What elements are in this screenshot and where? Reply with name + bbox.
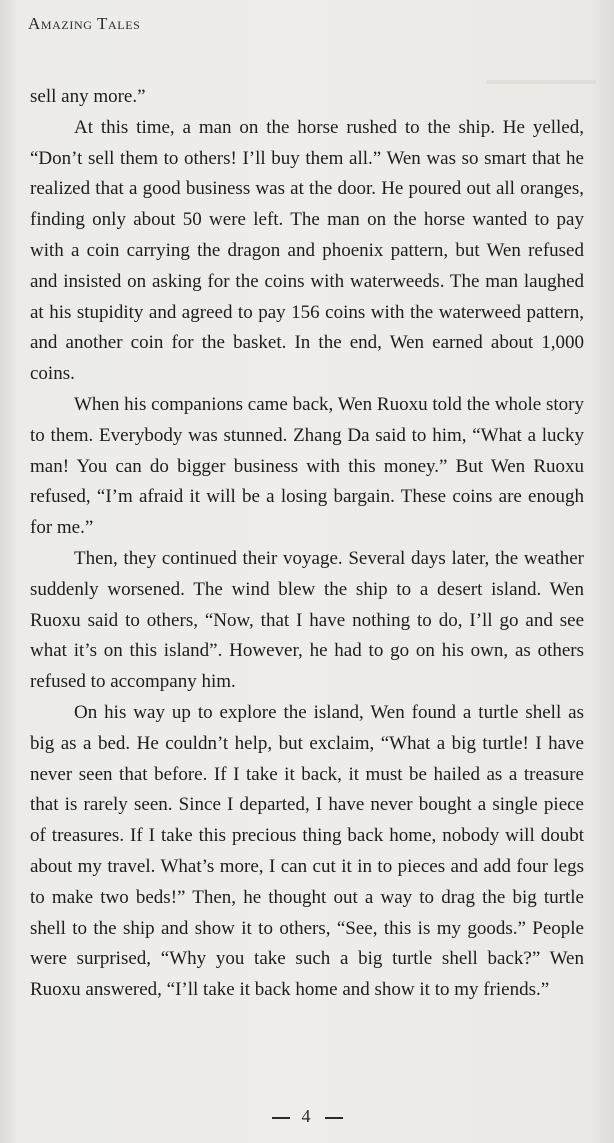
paragraph: When his companions came back, Wen Ruoxu told the whole story to them. Everybody was stunned. Zhang Da said to him, “What a lucky man! You can do bigger business with this money.” But Wen Ruoxu refused, “I’m afraid it will be a losing bargain. These coins are enough for me.” [30,393,584,539]
running-head: Amazing Tales [28,14,141,33]
body-text [30,82,584,1006]
paragraph: Then, they continued their voyage. Several days later, the weather suddenly worsened. The wind blew the ship to a desert island. Wen Ruoxu said to others, “Now, that I have nothing to do, I’ll go and see what it’s on this island”. However, he had to go on his own, as others refused to accompany him. [30,547,584,693]
page-number-footer [0,1106,614,1127]
paragraph-continued: sell any more.” [30,86,146,107]
paragraph: At this time, a man on the horse rushed to the ship. He yelled, “Don’t sell them to others! I’ll buy them all.” Wen was so smart that he realized that a good business was at the door. He poured out all oranges, finding only about 50 were left. The man on the horse wanted to pay with a coin carrying the dragon and phoenix pattern, but Wen refused and insisted on asking for the coins with waterweeds. The man laughed at his stupidity and agreed to pay 156 coins with the waterweed pattern, and another coin for the basket. In the end, Wen earned about 1,000 coins. [30,116,584,385]
folio-dash-right [325,1117,343,1119]
folio-dash-left [272,1117,290,1119]
paragraph: On his way up to explore the island, Wen found a turtle shell as big as a bed. He couldn’t help, but exclaim, “What a big turtle! I have never seen that before. If I take it back, it must be hailed as a treasure that is rarely seen. Since I departed, I have never bought a single piece of treasures. If I take this precious thing back home, nobody will doubt about my travel. What’s more, I can cut it in to pieces and add four legs to make two beds!” Then, he thought out a way to drag the big turtle shell to the ship and show it to others, “See, this is my goods.” People were surprised, “Why you take such a big turtle shell back?” Wen Ruoxu answered, “I’ll take it back home and show it to my friends.” [30,701,584,1001]
page-number: 4 [301,1106,313,1126]
